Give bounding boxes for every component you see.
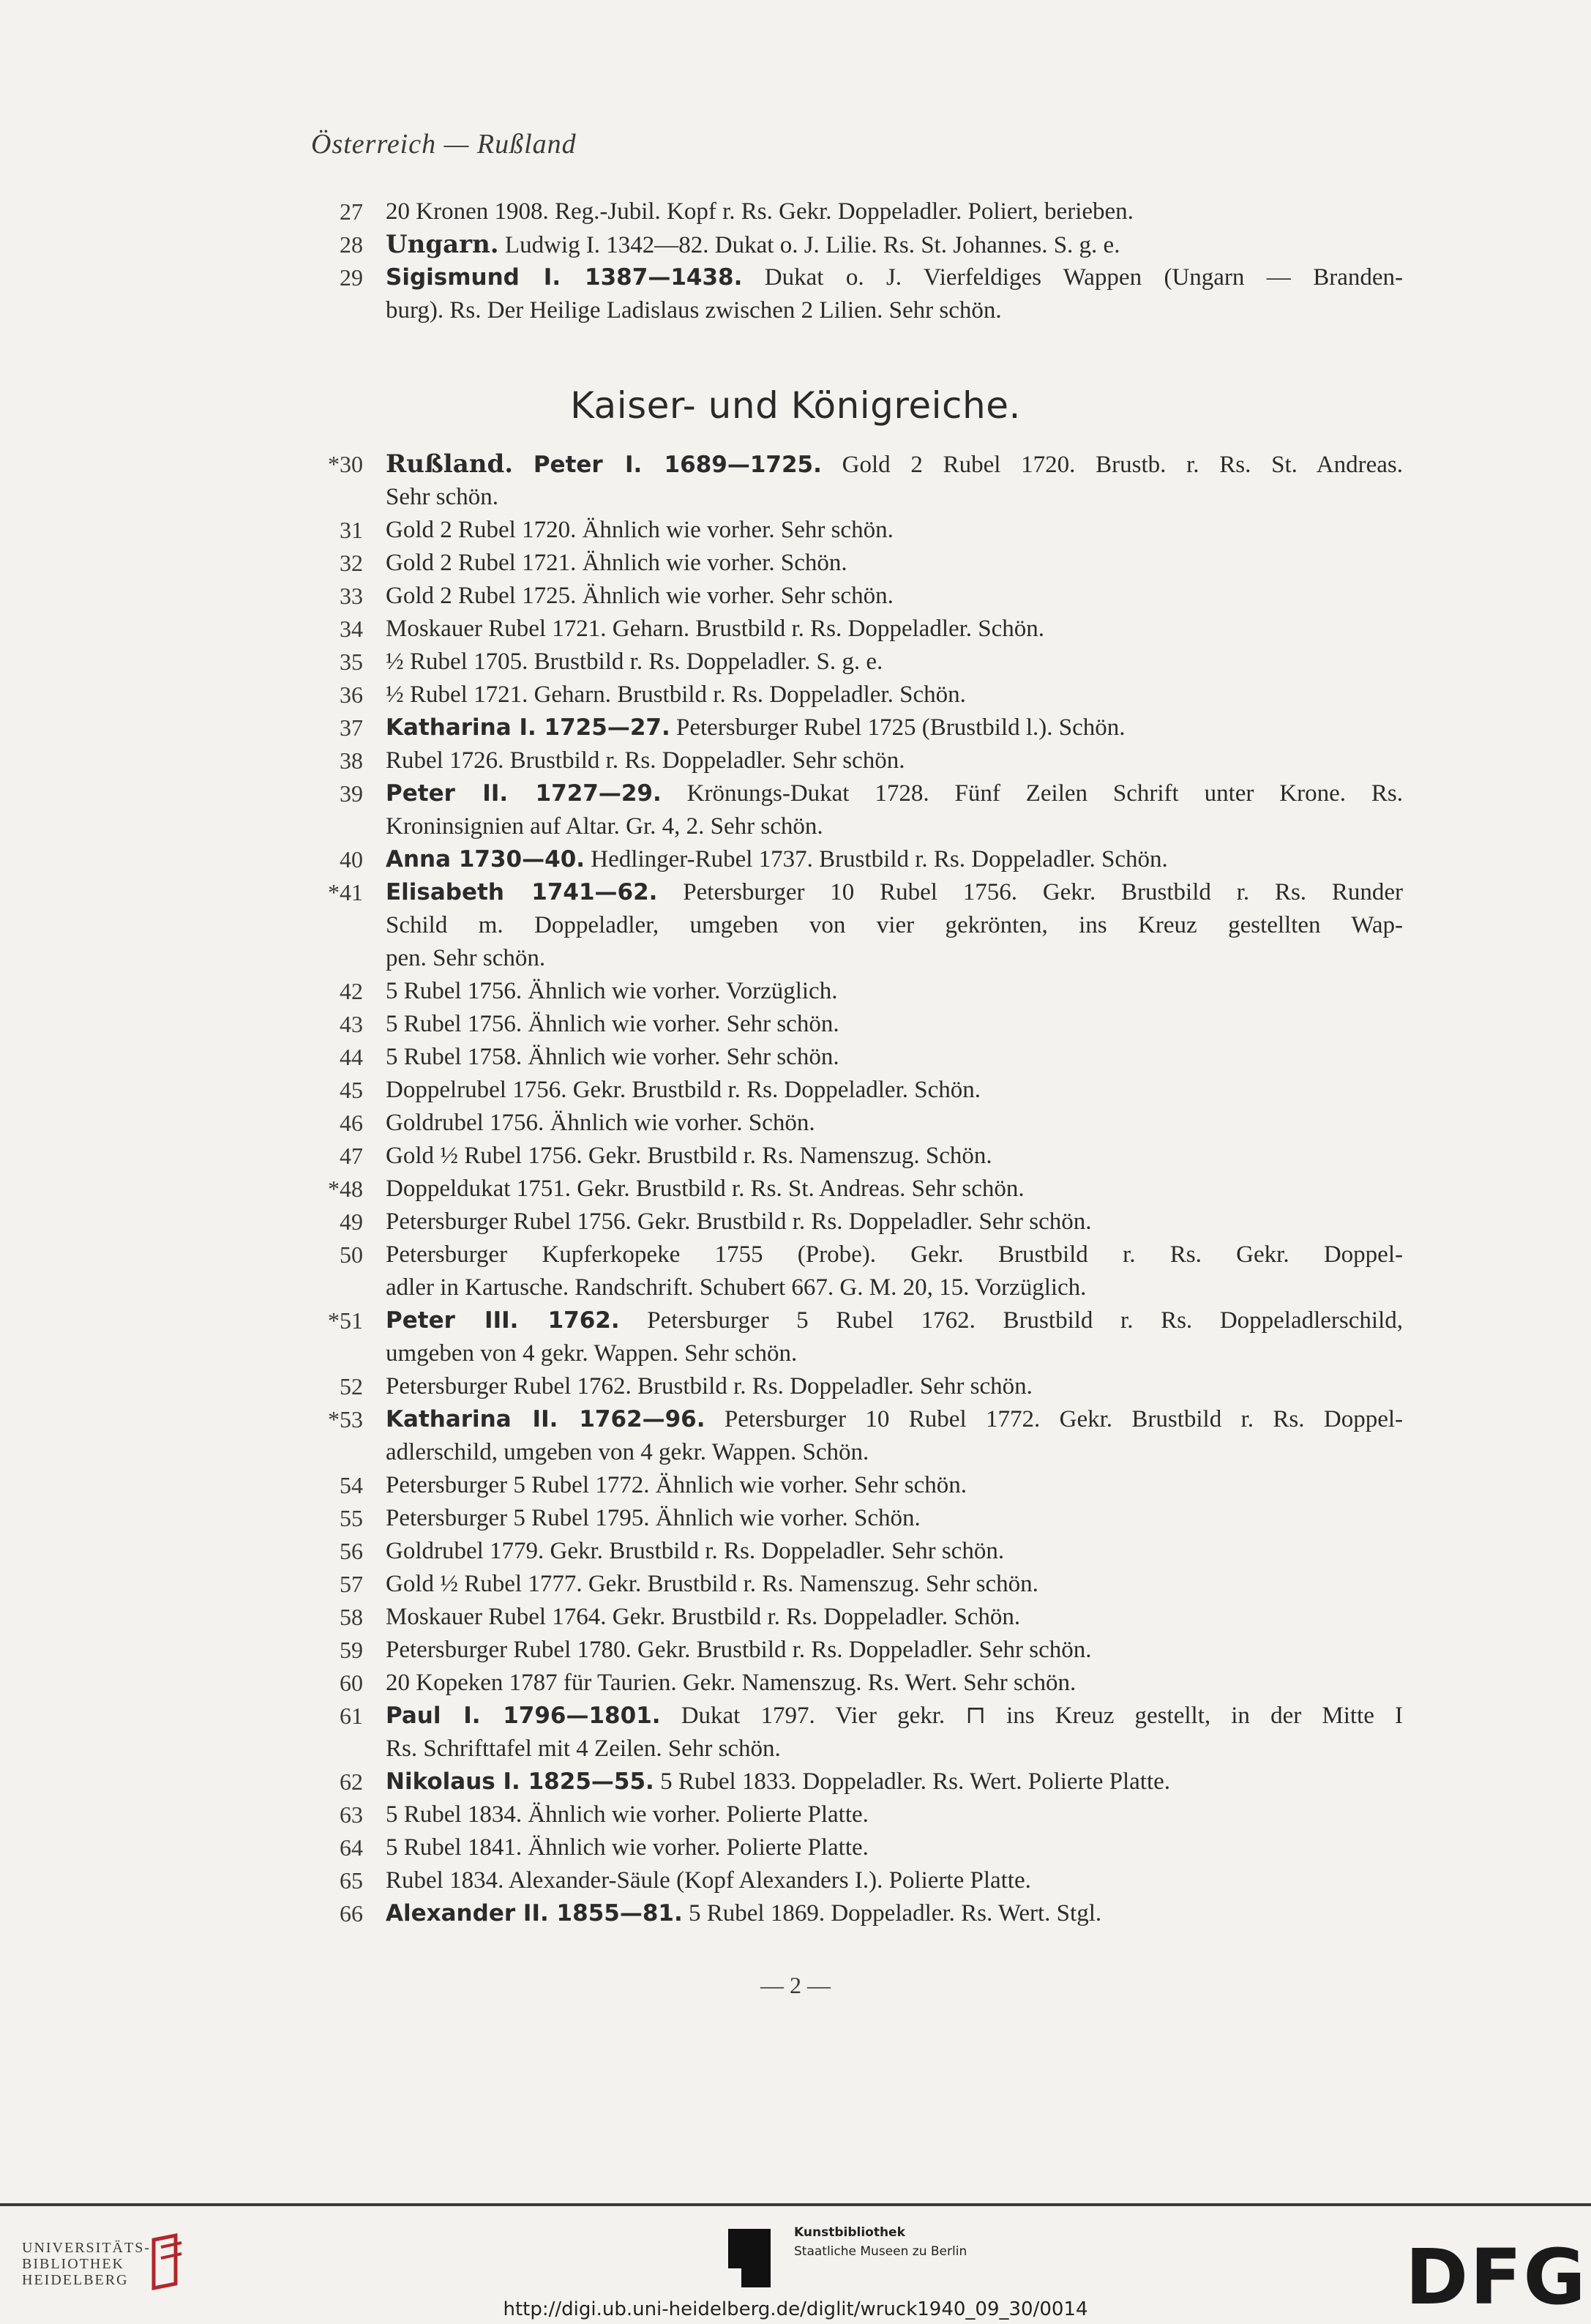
catalog-entry xyxy=(0,1173,1591,1206)
catalog-entry xyxy=(0,843,1591,876)
entry-line xyxy=(0,1370,1591,1403)
ruler-name: Katharina I. 1725—27. xyxy=(386,714,670,741)
entry-description: 20 Kronen 1908. Reg.-Jubil. Kopf r. Rs. Gekr. Doppeladler. Poliert, berieben. xyxy=(386,198,1134,225)
entry-line xyxy=(0,777,1591,810)
entry-description: Doppeldukat 1751. Gekr. Brustbild r. Rs. St. Andreas. Sehr schön. xyxy=(386,1176,1025,1202)
entry-line xyxy=(0,1502,1591,1535)
entry-description: Gold 2 Rubel 1720. Brustb. r. Rs. St. Andreas. xyxy=(821,452,1403,478)
entry-description: Gold ½ Rubel 1756. Gekr. Brustbild r. Rs. Namenszug. Schön. xyxy=(386,1143,992,1169)
catalog-entry xyxy=(0,547,1591,580)
entry-line xyxy=(0,711,1591,744)
lot-number: 44 xyxy=(340,1044,363,1070)
entry-description: 5 Rubel 1756. Ähnlich wie vorher. Sehr schön. xyxy=(386,1011,839,1037)
entry-text xyxy=(386,1074,1403,1107)
catalog-entry xyxy=(0,711,1591,744)
entry-text xyxy=(386,1469,1403,1502)
ruler-name: Paul I. 1796—1801. xyxy=(386,1703,661,1729)
entry-description: adlerschild, umgeben von 4 gekr. Wappen. Schön. xyxy=(386,1439,869,1465)
entry-line xyxy=(0,1831,1591,1864)
lot-number: 59 xyxy=(340,1637,363,1663)
entry-text xyxy=(386,1304,1403,1337)
entry-text xyxy=(386,547,1403,580)
entry-text xyxy=(386,1107,1403,1140)
entry-text xyxy=(386,613,1403,646)
entry-line xyxy=(0,228,1591,261)
entry-text xyxy=(386,481,1403,514)
entry-description: Gold 2 Rubel 1721. Ähnlich wie vorher. Schön. xyxy=(386,550,847,576)
entry-line xyxy=(0,810,1591,843)
entry-line xyxy=(0,1074,1591,1107)
entry-text xyxy=(386,1238,1403,1271)
ruler-name: Sigismund I. 1387—1438. xyxy=(386,264,743,291)
lot-number: 40 xyxy=(340,846,363,873)
entry-text xyxy=(386,1568,1403,1601)
catalog-entry xyxy=(0,261,1591,327)
entry-text xyxy=(386,1008,1403,1041)
entry-description: Krönungs-Dukat 1728. Fünf Zeilen Schrift unter Krone. Rs. xyxy=(661,780,1403,807)
entry-line xyxy=(0,1206,1591,1238)
entry-line xyxy=(0,876,1591,909)
entry-description: ½ Rubel 1721. Geharn. Brustbild r. Rs. Doppeladler. Schön. xyxy=(386,681,966,708)
catalog-entry xyxy=(0,1008,1591,1041)
entry-description: Petersburger Rubel 1756. Gekr. Brustbild r. Rs. Doppeladler. Sehr schön. xyxy=(386,1208,1092,1235)
ub-line-2: BIBLIOTHEK xyxy=(22,2256,124,2272)
entry-text xyxy=(386,1766,1403,1798)
catalog-entry xyxy=(0,1831,1591,1864)
catalog-entry xyxy=(0,1107,1591,1140)
entry-text xyxy=(386,1337,1403,1370)
catalog-entry xyxy=(0,1502,1591,1535)
lot-number: 45 xyxy=(340,1077,363,1103)
entry-line xyxy=(0,547,1591,580)
lot-number: 33 xyxy=(340,583,363,609)
entry-line xyxy=(0,1436,1591,1469)
entry-line xyxy=(0,1304,1591,1337)
entry-description: Gold 2 Rubel 1725. Ähnlich wie vorher. Sehr schön. xyxy=(386,583,894,609)
entry-description: Schild m. Doppeladler, umgeben von vier gekrönten, ins Kreuz gestellten Wap- xyxy=(386,912,1403,938)
catalog-entry xyxy=(0,514,1591,547)
entry-line xyxy=(0,1568,1591,1601)
entry-text xyxy=(386,1535,1403,1568)
entry-line xyxy=(0,1140,1591,1173)
entry-text xyxy=(386,1798,1403,1831)
entry-description: Petersburger Rubel 1780. Gekr. Brustbild r. Rs. Doppeladler. Sehr schön. xyxy=(386,1637,1092,1663)
entry-line xyxy=(0,1403,1591,1436)
lot-number: 39 xyxy=(340,780,363,807)
entry-line xyxy=(0,975,1591,1008)
entry-description: Petersburger 10 Rubel 1772. Gekr. Brustbild r. Rs. Doppel- xyxy=(705,1406,1403,1432)
ruler-name: Nikolaus I. 1825—55. xyxy=(386,1768,654,1795)
catalog-entry xyxy=(0,1766,1591,1798)
entry-description: Hedlinger-Rubel 1737. Brustbild r. Rs. Doppeladler. Schön. xyxy=(585,846,1168,873)
lot-number: 57 xyxy=(340,1571,363,1597)
entry-text xyxy=(386,228,1403,262)
entry-description: Doppelrubel 1756. Gekr. Brustbild r. Rs. Doppeladler. Schön. xyxy=(386,1077,981,1103)
lot-number: 50 xyxy=(340,1241,363,1268)
entry-line xyxy=(0,261,1591,294)
entry-text xyxy=(386,195,1403,228)
entry-line xyxy=(0,1107,1591,1140)
entry-line xyxy=(0,942,1591,975)
running-head: Österreich — Rußland xyxy=(311,129,577,160)
catalog-entry xyxy=(0,1469,1591,1502)
entry-text xyxy=(386,261,1403,294)
entry-line xyxy=(0,294,1591,327)
entry-description: Petersburger 10 Rubel 1756. Gekr. Brustbild r. Rs. Runder xyxy=(657,879,1404,905)
entry-line xyxy=(0,448,1591,481)
lot-number: 34 xyxy=(340,616,363,642)
entry-text xyxy=(386,810,1403,843)
lot-number: 35 xyxy=(340,649,363,675)
entry-line xyxy=(0,843,1591,876)
ub-emblem-icon xyxy=(139,2233,190,2291)
entry-description: Rubel 1834. Alexander-Säule (Kopf Alexanders I.). Polierte Platte. xyxy=(386,1867,1031,1894)
entry-description: Moskauer Rubel 1764. Gekr. Brustbild r. Rs. Doppeladler. Schön. xyxy=(386,1604,1021,1630)
entry-text xyxy=(386,1140,1403,1173)
kunstbibliothek-subtitle: Staatliche Museen zu Berlin xyxy=(794,2244,967,2259)
ub-line-1: UNIVERSITÄTS- xyxy=(22,2240,151,2256)
entry-line xyxy=(0,1733,1591,1766)
entry-line xyxy=(0,1601,1591,1634)
lot-number: *51 xyxy=(328,1307,363,1334)
ruler-name: Peter III. 1762. xyxy=(386,1307,620,1334)
entry-text xyxy=(386,1700,1403,1733)
lot-number: 65 xyxy=(340,1867,363,1894)
entry-description: 5 Rubel 1758. Ähnlich wie vorher. Sehr schön. xyxy=(386,1044,839,1070)
entry-line xyxy=(0,744,1591,777)
catalog-entry xyxy=(0,744,1591,777)
entry-line xyxy=(0,1864,1591,1897)
entry-description: Goldrubel 1779. Gekr. Brustbild r. Rs. Doppeladler. Sehr schön. xyxy=(386,1538,1005,1564)
lot-number: 60 xyxy=(340,1670,363,1696)
lot-number: 27 xyxy=(340,198,363,225)
lot-number: 63 xyxy=(340,1801,363,1828)
entry-text xyxy=(386,1733,1403,1766)
entry-description: Gold 2 Rubel 1720. Ähnlich wie vorher. Sehr schön. xyxy=(386,517,894,543)
entry-description: Rubel 1726. Brustbild r. Rs. Doppeladler. Sehr schön. xyxy=(386,747,905,774)
lot-number: 43 xyxy=(340,1011,363,1037)
lot-number: 54 xyxy=(340,1472,363,1498)
entry-description: Sehr schön. xyxy=(386,484,498,510)
ruler-name: Peter I. 1689—1725. xyxy=(533,452,822,478)
catalog-entry xyxy=(0,777,1591,843)
entry-text xyxy=(386,843,1403,876)
entry-text xyxy=(386,646,1403,679)
entry-text xyxy=(386,1897,1403,1930)
entry-text xyxy=(386,744,1403,777)
entry-text xyxy=(386,448,1403,482)
entry-description: Gold ½ Rubel 1777. Gekr. Brustbild r. Rs. Namenszug. Sehr schön. xyxy=(386,1571,1038,1597)
entry-text xyxy=(386,1436,1403,1469)
country-heading: Ungarn. xyxy=(386,230,499,259)
entry-line xyxy=(0,514,1591,547)
entry-description: Petersburger 5 Rubel 1772. Ähnlich wie vorher. Sehr schön. xyxy=(386,1472,967,1498)
catalog-entry xyxy=(0,1700,1591,1766)
entry-text xyxy=(386,1667,1403,1700)
lot-number: 29 xyxy=(340,264,363,291)
entry-description xyxy=(513,452,534,478)
entry-description: adler in Kartusche. Randschrift. Schubert 667. G. M. 20, 15. Vorzüglich. xyxy=(386,1274,1087,1301)
catalog-entry xyxy=(0,679,1591,711)
lot-number: 64 xyxy=(340,1834,363,1861)
lot-number: 38 xyxy=(340,747,363,774)
entry-description: 5 Rubel 1834. Ähnlich wie vorher. Polierte Platte. xyxy=(386,1801,869,1828)
catalog-entry xyxy=(0,1206,1591,1238)
ub-line-3: HEIDELBERG xyxy=(22,2272,129,2288)
entry-description: Kroninsignien auf Altar. Gr. 4, 2. Sehr schön. xyxy=(386,813,823,840)
country-heading: Rußland. xyxy=(386,449,514,479)
entry-description: 5 Rubel 1869. Doppeladler. Rs. Wert. Stgl. xyxy=(682,1900,1102,1927)
lot-number: *41 xyxy=(328,879,363,905)
catalog-entry xyxy=(0,1304,1591,1370)
entry-description: Petersburger Rubel 1762. Brustbild r. Rs. Doppeladler. Sehr schön. xyxy=(386,1373,1033,1400)
catalog-entry xyxy=(0,1041,1591,1074)
catalog-entry xyxy=(0,1238,1591,1304)
entry-text xyxy=(386,1370,1403,1403)
kunstbibliothek-emblem-icon xyxy=(728,2229,771,2287)
entry-text xyxy=(386,514,1403,547)
footer-divider xyxy=(0,2203,1591,2206)
entry-line xyxy=(0,679,1591,711)
entry-line xyxy=(0,1634,1591,1667)
entry-text xyxy=(386,580,1403,613)
catalog-entry xyxy=(0,646,1591,679)
entry-description: Goldrubel 1756. Ähnlich wie vorher. Schön. xyxy=(386,1110,815,1136)
catalog-entry xyxy=(0,1535,1591,1568)
entry-line xyxy=(0,1798,1591,1831)
entry-line xyxy=(0,613,1591,646)
entry-description: Petersburger 5 Rubel 1762. Brustbild r. Rs. Doppeladlerschild, xyxy=(619,1307,1403,1334)
entry-text xyxy=(386,909,1403,942)
entry-text xyxy=(386,1403,1403,1436)
entry-description: Ludwig I. 1342—82. Dukat o. J. Lilie. Rs. St. Johannes. S. g. e. xyxy=(498,232,1120,258)
permalink-url[interactable]: http://digi.ub.uni-heidelberg.de/diglit/wruck1940_09_30/0014 xyxy=(503,2298,1088,2320)
lot-number: 61 xyxy=(340,1703,363,1729)
lot-number: 46 xyxy=(340,1110,363,1136)
catalog-entry xyxy=(0,1667,1591,1700)
lot-number: 49 xyxy=(340,1208,363,1235)
entry-text xyxy=(386,1831,1403,1864)
ruler-name: Peter II. 1727—29. xyxy=(386,780,662,807)
catalog-entry xyxy=(0,613,1591,646)
catalog-entry xyxy=(0,1897,1591,1930)
entry-text xyxy=(386,942,1403,975)
entry-description: 5 Rubel 1756. Ähnlich wie vorher. Vorzüglich. xyxy=(386,978,838,1004)
lot-number: 56 xyxy=(340,1538,363,1564)
entry-description: ½ Rubel 1705. Brustbild r. Rs. Doppeladler. S. g. e. xyxy=(386,649,883,675)
entry-description: pen. Sehr schön. xyxy=(386,945,546,971)
entry-description: 5 Rubel 1833. Doppeladler. Rs. Wert. Polierte Platte. xyxy=(654,1768,1171,1795)
lot-number: *30 xyxy=(328,451,363,477)
lot-number: 47 xyxy=(340,1143,363,1169)
entry-line xyxy=(0,1766,1591,1798)
lot-number: 28 xyxy=(340,231,363,258)
ruler-name: Anna 1730—40. xyxy=(386,846,585,873)
entry-description: Petersburger Rubel 1725 (Brustbild l.). Schön. xyxy=(670,714,1126,741)
entry-line xyxy=(0,1238,1591,1271)
entry-description: Moskauer Rubel 1721. Geharn. Brustbild r. Rs. Doppeladler. Schön. xyxy=(386,616,1045,642)
kunstbibliothek-title: Kunstbibliothek xyxy=(794,2225,905,2240)
ruler-name: Elisabeth 1741—62. xyxy=(386,879,658,905)
catalog-entry xyxy=(0,1370,1591,1403)
lot-number: 52 xyxy=(340,1373,363,1400)
entry-description: Petersburger Kupferkopeke 1755 (Probe). Gekr. Brustbild r. Rs. Gekr. Doppel- xyxy=(386,1241,1403,1268)
entry-text xyxy=(386,777,1403,810)
catalog-entry xyxy=(0,1074,1591,1107)
entry-text xyxy=(386,1173,1403,1206)
entry-description: 5 Rubel 1841. Ähnlich wie vorher. Polierte Platte. xyxy=(386,1834,869,1861)
entry-text xyxy=(386,1502,1403,1535)
page-number: — 2 — xyxy=(760,1972,831,1998)
catalog-entry xyxy=(0,228,1591,261)
entry-line xyxy=(0,580,1591,613)
entry-description: Dukat 1797. Vier gekr. ⊓ ins Kreuz gestellt, in der Mitte I xyxy=(660,1703,1403,1729)
entry-line xyxy=(0,1041,1591,1074)
entry-text xyxy=(386,1864,1403,1897)
entry-text xyxy=(386,294,1403,327)
section-heading: Kaiser- und Königreiche. xyxy=(570,384,1021,427)
entry-text xyxy=(386,1041,1403,1074)
entry-description: Dukat o. J. Vierfeldiges Wappen (Ungarn — Branden- xyxy=(742,264,1403,291)
entry-line xyxy=(0,1667,1591,1700)
lot-number: *48 xyxy=(328,1176,363,1202)
entry-line xyxy=(0,909,1591,942)
catalog-entry xyxy=(0,1568,1591,1601)
entry-text xyxy=(386,1271,1403,1304)
catalog-entry xyxy=(0,1798,1591,1831)
entry-text xyxy=(386,711,1403,744)
lot-number: 42 xyxy=(340,978,363,1004)
lot-number: 37 xyxy=(340,714,363,741)
ub-heidelberg-logo[interactable] xyxy=(22,2240,151,2288)
entry-line xyxy=(0,1469,1591,1502)
catalog-entry xyxy=(0,1601,1591,1634)
dfg-logo[interactable]: DFG xyxy=(1405,2233,1587,2322)
entry-line xyxy=(0,646,1591,679)
entry-line xyxy=(0,195,1591,228)
entry-description: 20 Kopeken 1787 für Taurien. Gekr. Namenszug. Rs. Wert. Sehr schön. xyxy=(386,1670,1077,1696)
catalog-entry xyxy=(0,975,1591,1008)
entry-line xyxy=(0,1700,1591,1733)
entry-text xyxy=(386,1601,1403,1634)
catalog-entry xyxy=(0,1864,1591,1897)
entry-text xyxy=(386,1206,1403,1238)
catalog-entry xyxy=(0,580,1591,613)
catalog-entry xyxy=(0,876,1591,975)
entry-text xyxy=(386,876,1403,909)
entry-description: burg). Rs. Der Heilige Ladislaus zwischen 2 Lilien. Sehr schön. xyxy=(386,297,1002,324)
lot-number: 62 xyxy=(340,1768,363,1795)
entry-description: Rs. Schrifttafel mit 4 Zeilen. Sehr schön. xyxy=(386,1735,781,1762)
entry-line xyxy=(0,481,1591,514)
catalog-entry xyxy=(0,448,1591,514)
ruler-name: Alexander II. 1855—81. xyxy=(386,1900,683,1927)
catalog-entry xyxy=(0,1140,1591,1173)
entry-line xyxy=(0,1897,1591,1930)
entry-text xyxy=(386,1634,1403,1667)
entry-description: umgeben von 4 gekr. Wappen. Sehr schön. xyxy=(386,1340,798,1367)
catalog-entry xyxy=(0,1403,1591,1469)
lot-number: 55 xyxy=(340,1505,363,1531)
entry-line xyxy=(0,1271,1591,1304)
ruler-name: Katharina II. 1762—96. xyxy=(386,1406,705,1432)
entry-line xyxy=(0,1535,1591,1568)
lot-number: 32 xyxy=(340,550,363,576)
lot-number: *53 xyxy=(328,1406,363,1432)
lot-number: 58 xyxy=(340,1604,363,1630)
entry-text xyxy=(386,975,1403,1008)
lot-number: 36 xyxy=(340,681,363,708)
entry-description: Petersburger 5 Rubel 1795. Ähnlich wie vorher. Schön. xyxy=(386,1505,921,1531)
entry-line xyxy=(0,1173,1591,1206)
lot-number: 66 xyxy=(340,1900,363,1927)
entry-line xyxy=(0,1337,1591,1370)
lot-number: 31 xyxy=(340,517,363,543)
entry-text xyxy=(386,679,1403,711)
entry-line xyxy=(0,1008,1591,1041)
catalog-entry xyxy=(0,195,1591,228)
catalog-entry xyxy=(0,1634,1591,1667)
